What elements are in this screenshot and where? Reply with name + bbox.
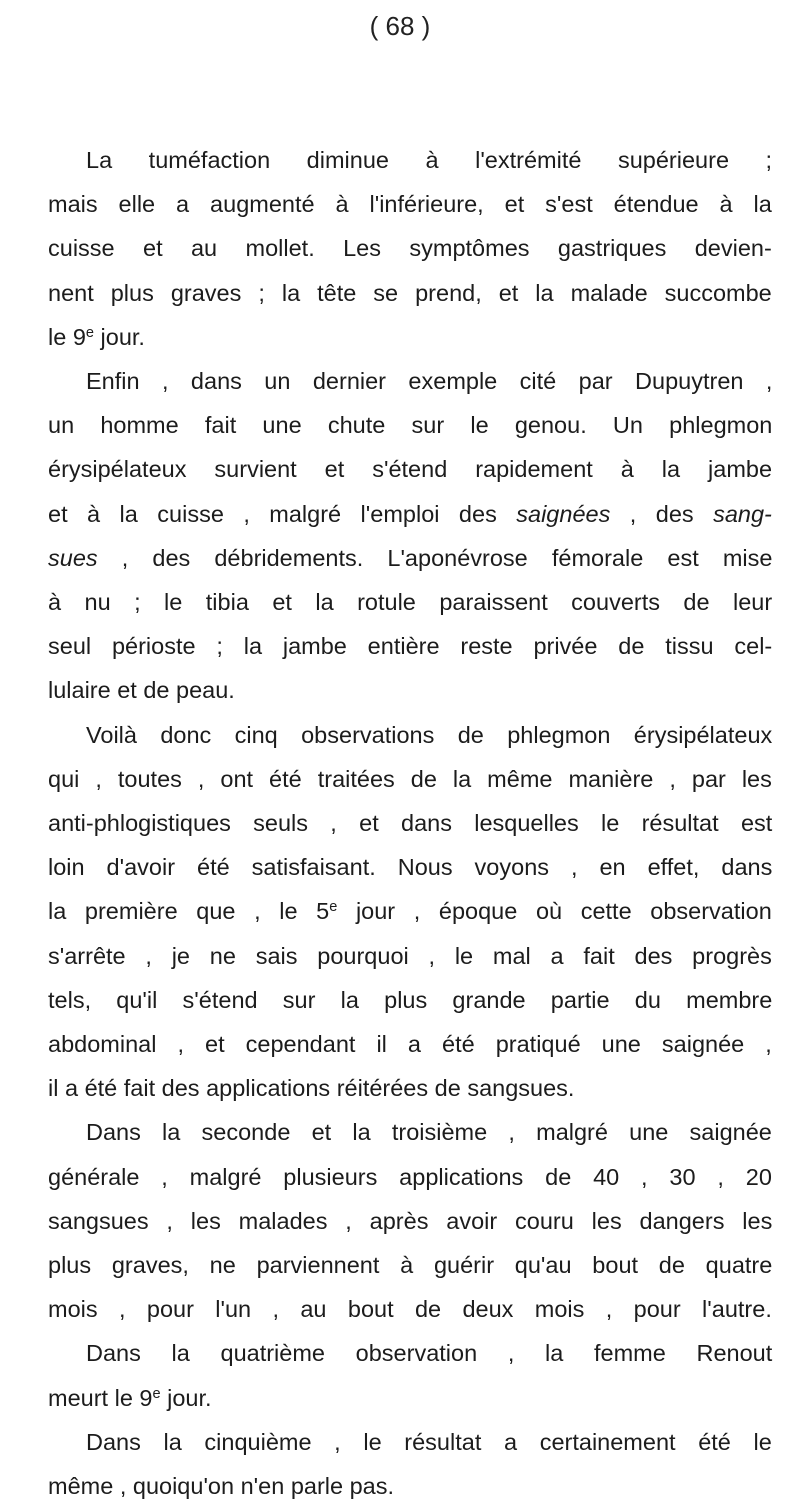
text-segment: Voilà donc cinq observations de phlegmon érysipélateux: [86, 721, 773, 748]
text-segment: érysipélateux survient et s'étend rapidement à la jambe: [48, 456, 773, 483]
superscript: e: [329, 899, 338, 916]
italic-text: sang-: [713, 500, 772, 527]
text-segment: tels, qu'il s'étend sur la plus grande partie du membre: [48, 986, 773, 1013]
page-number: ( 68 ): [369, 11, 431, 41]
text-segment: générale , malgré plusieurs applications de 40 , 30 , 20: [48, 1163, 772, 1190]
text-segment: il a été fait des applications réitérées de sangsues.: [48, 1075, 575, 1102]
text-line: [86, 1331, 772, 1375]
text-segment: nent plus graves ; la tête se prend, et la malade succombe: [48, 279, 772, 306]
text-line: [48, 1464, 394, 1508]
text-line: [48, 978, 772, 1022]
text-line: [48, 889, 772, 933]
text-segment: lulaire et de peau.: [48, 677, 235, 704]
text-segment: la première que , le 5: [48, 898, 330, 925]
italic-text: saignées: [516, 500, 611, 527]
text-segment: à nu ; le tibia et la rotule paraissent couverts de leur: [48, 589, 773, 615]
superscript: e: [152, 1385, 161, 1402]
text-segment: mais elle a augmenté à l'inférieure, et s'est étendue à la: [48, 191, 772, 218]
text-line: [48, 934, 772, 978]
text-line: [48, 226, 772, 270]
text-line: [86, 1110, 772, 1154]
text-line: [48, 1066, 574, 1110]
text-line: [48, 845, 772, 889]
text-segment: s'arrête , je ne sais pourquoi , le mal a fait des progrès: [48, 942, 772, 969]
text-segment: meurt le 9: [48, 1384, 153, 1411]
text-line: [48, 182, 772, 226]
text-segment: un homme fait une chute sur le genou. Un phlegmon: [48, 412, 773, 439]
text-segment: plus graves, ne parviennent à guérir qu'au bout de quatre: [48, 1252, 773, 1278]
text-segment: Dans la cinquième , le résultat a certainement été le: [86, 1428, 772, 1455]
text-line: [48, 271, 772, 315]
text-line: [48, 403, 772, 447]
text-segment: jour , époque où cette observation: [337, 898, 772, 925]
text-line: [48, 1199, 772, 1243]
text-line: [48, 536, 772, 580]
text-line: [48, 1022, 772, 1066]
text-segment: sangsues , les malades , après avoir couru les dangers les: [48, 1207, 773, 1234]
text-segment: loin d'avoir été satisfaisant. Nous voyons , en effet, dans: [48, 854, 773, 881]
text-segment: jour.: [160, 1384, 212, 1411]
text-segment: Dans la seconde et la troisième , malgré une saignée: [86, 1119, 772, 1146]
text-segment: le 9: [48, 323, 86, 350]
superscript: e: [85, 324, 94, 341]
text-segment: , des: [610, 500, 714, 527]
text-segment: Enfin , dans un dernier exemple cité par Dupuytren ,: [86, 368, 773, 394]
text-segment: anti-phlogistiques seuls , et dans lesquelles le résultat est: [48, 810, 773, 836]
text-line: [48, 757, 772, 801]
text-segment: même , quoiqu'on n'en parle pas.: [48, 1473, 395, 1499]
text-segment: seul périoste ; la jambe entière reste privée de tissu cel-: [48, 633, 773, 660]
italic-text: sues: [48, 544, 98, 571]
text-line: [86, 713, 772, 757]
text-line: [86, 359, 772, 403]
text-line: [48, 1155, 772, 1199]
text-line: [48, 668, 235, 712]
text-line: [48, 801, 772, 845]
text-line: [86, 138, 772, 182]
text-segment: , des débridements. L'aponévrose fémorale est mise: [97, 544, 773, 571]
text-line: [48, 1287, 772, 1331]
text-segment: Dans la quatrième observation , la femme Renout: [86, 1340, 773, 1367]
text-line: [48, 580, 772, 624]
text-line: [48, 624, 772, 668]
text-line: [86, 1420, 772, 1464]
text-segment: et à la cuisse , malgré l'emploi des: [48, 500, 517, 527]
text-segment: abdominal , et cependant il a été pratiqué une saignée ,: [48, 1031, 772, 1057]
text-line: [48, 1376, 212, 1420]
text-segment: cuisse et au mollet. Les symptômes gastriques devien-: [48, 235, 772, 262]
text-line: [48, 447, 772, 491]
text-line: [48, 492, 772, 536]
text-line: [48, 1243, 772, 1287]
text-segment: jour.: [94, 323, 145, 350]
text-line: [48, 315, 145, 359]
text-segment: La tuméfaction diminue à l'extrémité supérieure ;: [86, 147, 773, 173]
text-segment: mois , pour l'un , au bout de deux mois , pour l'autre.: [48, 1296, 772, 1323]
text-segment: qui , toutes , ont été traitées de la même manière , par les: [48, 765, 772, 792]
